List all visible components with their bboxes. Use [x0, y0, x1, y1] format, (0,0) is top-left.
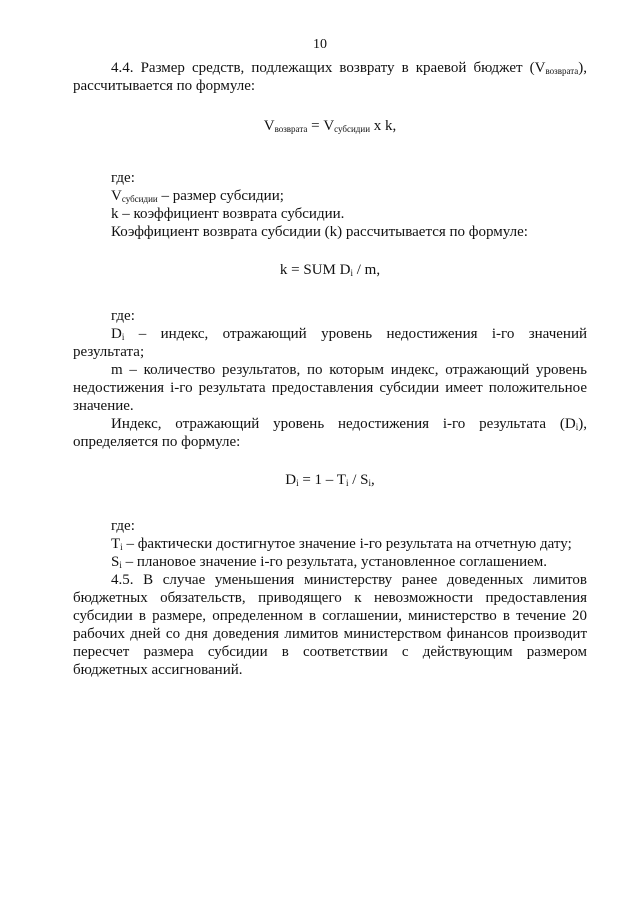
subscript: i — [368, 478, 371, 488]
text: – размер субсидии; — [157, 188, 284, 204]
definition-s — [73, 553, 587, 571]
subscript: возврата — [274, 124, 308, 134]
formula-text: k = SUM D — [279, 262, 351, 278]
text: – фактически достигнутое значение i-го результата на отчетную дату; — [122, 536, 572, 552]
text: D — [111, 326, 122, 342]
paragraph-4-5: 4.5. В случае уменьшения министерству ранее доведенных лимитов бюджетных обязательств, приводящего к невозможности предоставления субсидии в размере, определенном в соглашении, министерство в течение 20 рабочих дней со дня доведения лимитов министерством финансов производит пересчет размера субсидии в соответствии с действующим размером бюджетных ассигнований. — [73, 572, 587, 678]
subscript: субсидии — [334, 124, 371, 134]
paragraph-index — [73, 415, 587, 451]
subscript: i — [120, 542, 123, 552]
definition-v-subsidy — [73, 187, 587, 205]
subscript: i — [575, 422, 579, 432]
formula-text: V — [263, 118, 275, 134]
paragraph-4-4 — [73, 59, 587, 95]
text: V — [111, 188, 122, 204]
text: – плановое значение i-го результата, установленное соглашением. — [121, 554, 548, 570]
paragraph-k-formula: Коэффициент возврата субсидии (k) рассчитывается по формуле: — [111, 224, 528, 240]
subscript: i — [121, 332, 125, 342]
formula-text: / m, — [352, 262, 381, 278]
formula-text: = 1 – T — [298, 472, 346, 488]
definition-m: m – количество результатов, по которым индекс, отражающий уровень недостижения i-го результата предоставления субсидии имеет положительное значение. — [73, 362, 587, 414]
text: ), рассчитывается по формуле: — [73, 60, 587, 94]
subscript: субсидии — [121, 194, 158, 204]
subscript: возврата — [545, 66, 579, 76]
formula-d — [73, 471, 587, 489]
formula-text: = V — [307, 118, 335, 134]
subscript: i — [119, 560, 122, 570]
definition-d — [73, 325, 587, 361]
formula-k — [73, 261, 587, 279]
text: – индекс, отражающий уровень недостижения i-го значений результата; — [73, 326, 587, 360]
formula-text: D — [285, 472, 297, 488]
text: ), определяется по формуле: — [73, 416, 587, 450]
text: S — [111, 554, 120, 570]
formula-v-return — [73, 117, 587, 135]
where-label: где: — [111, 170, 135, 186]
where-label: где: — [111, 308, 135, 324]
subscript: i — [350, 268, 353, 278]
definition-k: k – коэффициент возврата субсидии. — [111, 206, 345, 222]
document-body — [73, 59, 587, 679]
text: T — [111, 536, 121, 552]
formula-text: x k, — [370, 118, 397, 134]
subscript: i — [296, 478, 299, 488]
text: Индекс, отражающий уровень недостижения i-го результата (D — [111, 416, 576, 432]
text: 4.4. Размер средств, подлежащих возврату в краевой бюджет (V — [111, 60, 546, 76]
formula-text: , — [371, 472, 375, 488]
page-number: 10 — [313, 37, 327, 52]
subscript: i — [345, 478, 349, 488]
definition-t — [73, 535, 587, 553]
where-label: где: — [111, 518, 135, 534]
formula-text: / S — [348, 472, 369, 488]
